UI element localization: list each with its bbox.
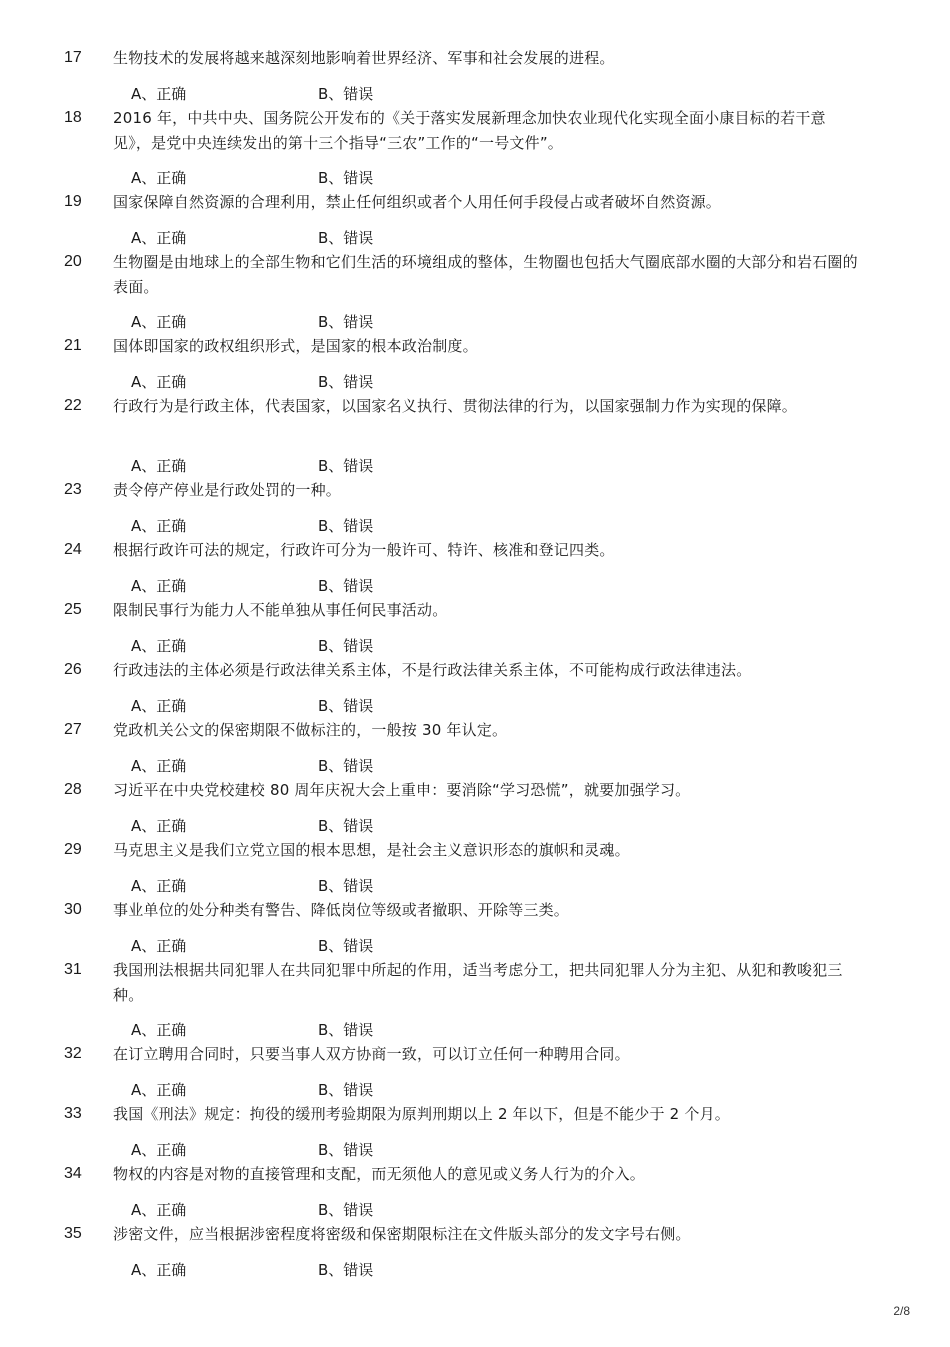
- question-text: 生物技术的发展将越来越深刻地影响着世界经济、军事和社会发展的进程。: [113, 49, 615, 67]
- page-number: 2/8: [893, 1304, 910, 1318]
- question-number: 29: [64, 841, 82, 858]
- option-b-wrong[interactable]: B、错误: [318, 169, 374, 187]
- option-a-correct[interactable]: A、正确: [131, 697, 187, 715]
- option-a-correct[interactable]: A、正确: [131, 817, 187, 835]
- question-text: 在订立聘用合同时，只要当事人双方协商一致，可以订立任何一种聘用合同。: [113, 1045, 630, 1063]
- option-b-wrong[interactable]: B、错误: [318, 1021, 374, 1039]
- option-b-wrong[interactable]: B、错误: [318, 1141, 374, 1159]
- option-a-correct[interactable]: A、正确: [131, 1141, 187, 1159]
- option-a-correct[interactable]: A、正确: [131, 877, 187, 895]
- option-a-correct[interactable]: A、正确: [131, 637, 187, 655]
- option-a-correct[interactable]: A、正确: [131, 937, 187, 955]
- option-b-wrong[interactable]: B、错误: [318, 577, 374, 595]
- question-text: 涉密文件，应当根据涉密程度将密级和保密期限标注在文件版头部分的发文字号右侧。: [113, 1225, 691, 1243]
- answer-options: [131, 874, 531, 898]
- option-a-correct[interactable]: A、正确: [131, 1201, 187, 1219]
- question-number: 33: [64, 1105, 82, 1122]
- answer-options: [131, 1198, 531, 1222]
- option-a-correct[interactable]: A、正确: [131, 457, 187, 475]
- option-a-correct[interactable]: A、正确: [131, 373, 187, 391]
- answer-options: [131, 370, 531, 394]
- question-text: 国体即国家的政权组织形式，是国家的根本政治制度。: [113, 337, 478, 355]
- answer-options: [131, 82, 531, 106]
- answer-options: [131, 574, 531, 598]
- question-number: 31: [64, 961, 82, 978]
- option-a-correct[interactable]: A、正确: [131, 757, 187, 775]
- answer-options: [131, 1138, 531, 1162]
- question-text: 国家保障自然资源的合理利用，禁止任何组织或者个人用任何手段侵占或者破坏自然资源。: [113, 193, 722, 211]
- question-text: 行政行为是行政主体，代表国家，以国家名义执行、贯彻法律的行为，以国家强制力作为实现的保障。: [113, 397, 798, 415]
- question-number: 35: [64, 1225, 82, 1242]
- option-b-wrong[interactable]: B、错误: [318, 85, 374, 103]
- question-number: 27: [64, 721, 82, 738]
- option-b-wrong[interactable]: B、错误: [318, 1261, 374, 1279]
- answer-options: [131, 754, 531, 778]
- question-text: 2016 年，中共中央、国务院公开发布的《关于落实发展新理念加快农业现代化实现全面小康目标的若干意见》，是党中央连续发出的第十三个指导“三农”工作的“一号文件”。: [113, 109, 826, 152]
- option-b-wrong[interactable]: B、错误: [318, 229, 374, 247]
- answer-options: [131, 166, 531, 190]
- question-text: 事业单位的处分种类有警告、降低岗位等级或者撤职、开除等三类。: [113, 901, 570, 919]
- answer-options: [131, 814, 531, 838]
- option-a-correct[interactable]: A、正确: [131, 85, 187, 103]
- question-number: 20: [64, 253, 82, 270]
- answer-options: [131, 694, 531, 718]
- question-number: 21: [64, 337, 82, 354]
- question-number: 30: [64, 901, 82, 918]
- question-number: 34: [64, 1165, 82, 1182]
- answer-options: [131, 226, 531, 250]
- answer-options: [131, 634, 531, 658]
- question-number: 25: [64, 601, 82, 618]
- question-text: 根据行政许可法的规定，行政许可分为一般许可、特许、核准和登记四类。: [113, 541, 615, 559]
- option-b-wrong[interactable]: B、错误: [318, 373, 374, 391]
- question-number: 32: [64, 1045, 82, 1062]
- question-text: 责令停产停业是行政处罚的一种。: [113, 481, 342, 499]
- question-text: 习近平在中央党校建校 80 周年庆祝大会上重申：要消除“学习恐慌”，就要加强学习。: [113, 781, 691, 799]
- option-b-wrong[interactable]: B、错误: [318, 313, 374, 331]
- option-a-correct[interactable]: A、正确: [131, 313, 187, 331]
- question-text: 生物圈是由地球上的全部生物和它们生活的环境组成的整体，生物圈也包括大气圈底部水圈的大部分和岩石圈的表面。: [113, 253, 858, 296]
- option-b-wrong[interactable]: B、错误: [318, 457, 374, 475]
- option-b-wrong[interactable]: B、错误: [318, 517, 374, 535]
- option-b-wrong[interactable]: B、错误: [318, 817, 374, 835]
- question-number: 28: [64, 781, 82, 798]
- question-text: 我国刑法根据共同犯罪人在共同犯罪中所起的作用，适当考虑分工，把共同犯罪人分为主犯、从犯和教唆犯三种。: [113, 961, 843, 1004]
- option-b-wrong[interactable]: B、错误: [318, 877, 374, 895]
- option-a-correct[interactable]: A、正确: [131, 577, 187, 595]
- option-b-wrong[interactable]: B、错误: [318, 1081, 374, 1099]
- question-text: 马克思主义是我们立党立国的根本思想，是社会主义意识形态的旗帜和灵魂。: [113, 841, 630, 859]
- option-b-wrong[interactable]: B、错误: [318, 937, 374, 955]
- option-b-wrong[interactable]: B、错误: [318, 757, 374, 775]
- question-number: 26: [64, 661, 82, 678]
- question-text: 限制民事行为能力人不能单独从事任何民事活动。: [113, 601, 448, 619]
- answer-options: [131, 934, 531, 958]
- question-text: 行政违法的主体必须是行政法律关系主体，不是行政法律关系主体，不可能构成行政法律违法。: [113, 661, 752, 679]
- answer-options: [131, 1018, 531, 1042]
- answer-options: [131, 1078, 531, 1102]
- question-number: 22: [64, 397, 82, 414]
- question-number: 19: [64, 193, 82, 210]
- option-a-correct[interactable]: A、正确: [131, 1021, 187, 1039]
- question-number: 23: [64, 481, 82, 498]
- answer-options: [131, 310, 531, 334]
- option-b-wrong[interactable]: B、错误: [318, 1201, 374, 1219]
- question-text: 我国《刑法》规定：拘役的缓刑考验期限为原判刑期以上 2 年以下，但是不能少于 2 个月。: [113, 1105, 730, 1123]
- option-a-correct[interactable]: A、正确: [131, 229, 187, 247]
- question-number: 17: [64, 49, 82, 66]
- option-a-correct[interactable]: A、正确: [131, 1261, 187, 1279]
- option-a-correct[interactable]: A、正确: [131, 517, 187, 535]
- answer-options: [131, 454, 531, 478]
- option-a-correct[interactable]: A、正确: [131, 169, 187, 187]
- option-b-wrong[interactable]: B、错误: [318, 697, 374, 715]
- answer-options: [131, 514, 531, 538]
- question-number: 24: [64, 541, 82, 558]
- question-text: 党政机关公文的保密期限不做标注的，一般按 30 年认定。: [113, 721, 508, 739]
- option-b-wrong[interactable]: B、错误: [318, 637, 374, 655]
- question-text: 物权的内容是对物的直接管理和支配，而无须他人的意见或义务人行为的介入。: [113, 1165, 646, 1183]
- answer-options: [131, 1258, 531, 1282]
- option-a-correct[interactable]: A、正确: [131, 1081, 187, 1099]
- question-number: 18: [64, 109, 82, 126]
